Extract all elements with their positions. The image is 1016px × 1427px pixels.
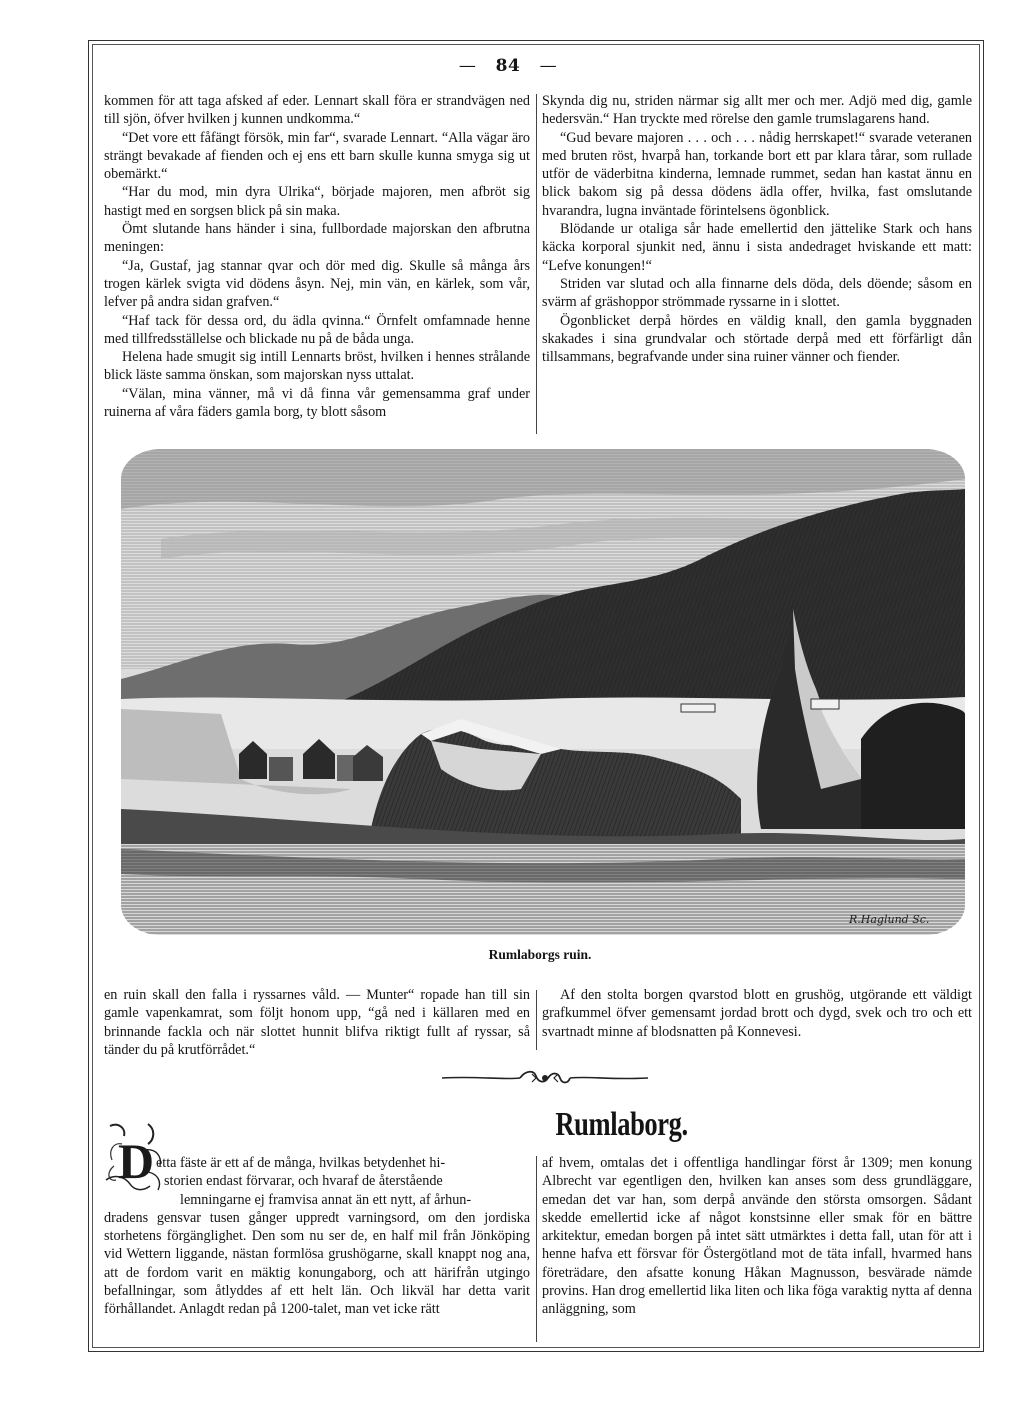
column-rule (536, 1156, 537, 1342)
article-line-2: storien endast förvarar, och hvaraf de återstående (164, 1173, 443, 1190)
engraver-signature: R.Haglund Sc. (849, 913, 930, 926)
paragraph: “Haf tack för dessa ord, du ädla qvinna.“ Örnfelt omfamnade henne med tillfredsställelse och blickade nu på de båda unga. (104, 312, 530, 347)
article-right-column (542, 1154, 972, 1319)
paragraph: “Gud bevare majoren . . . och . . . nådig herrskapet!“ svarade veteranen med bruten röst, hvarpå han, torkande bort ett par klara tårar, som rullade utför de väderbitna kinderna, lemnade rummet, sedan han kastat ännu en blick bakom sig på dessa dödens ädla offer, hvilka, fast omslutande hvarandra, lugna inväntade förintelsens ögonblick. (542, 129, 972, 219)
engraving-rumlaborg-ruin (121, 449, 965, 935)
story-right-column (542, 92, 972, 366)
paragraph: Af den stolta borgen qvarstod blott en grushög, utgörande ett väldigt grafkummel öfver gemensamt jordad brott och dygd, svek och tro och ett svartnadt minne af blodsnatten på Konnevesi. (542, 987, 972, 1040)
paragraph: “Ja, Gustaf, jag stannar qvar och dör med dig. Skulle så många års trogen kärlek svigta vid dödens åsyn. Nej, min vän, en kärlek, som vår, lefver på andra sidan grafven.“ (104, 257, 530, 311)
continuation-right-column (542, 986, 972, 1041)
page-number-value: 84 (495, 56, 521, 76)
continuation-left-column (104, 986, 530, 1059)
paragraph: Striden var slutad och alla finnarne dels döda, dels döende; såsom en svärm af gräshoppor strömmade ryssarne in i slottet. (542, 275, 972, 311)
article-line (104, 1172, 530, 1190)
article-line (104, 1154, 530, 1172)
article-title: Rumlaborg. (555, 1106, 688, 1143)
illustration-caption: Rumlaborgs ruin. (488, 947, 592, 962)
paragraph: “Välan, mina vänner, må vi då finna vår gemensamma graf under ruinerna af våra fäders gamla borg, ty blott såsom (104, 385, 530, 421)
column-rule (536, 94, 537, 434)
paragraph: Ömt slutande hans händer i sina, fullbordade majorskan den afbrutna meningen: (104, 221, 530, 256)
article-line-1: etta fäste är ett af de många, hvilkas betydenhet hi- (156, 1155, 446, 1171)
article-line-3: lemningarne ej framvisa annat än ett nytt, af århun- (180, 1191, 472, 1208)
ornamental-divider (440, 1066, 650, 1090)
paragraph: “Det vore ett fåfängt försök, min far“, svarade Lennart. “Alla vägar äro strängt bevakade af fienden och ej ens ett barn skulle kunna smyga sig ut obemärkt.“ (104, 129, 530, 183)
paragraph: af hvem, omtalas det i offentliga handlingar först år 1309; men konung Albrecht var egentligen den, hvilken kan anses som dess grundläggare, emedan det var han, som derpå använde den största omsorgen. Sådant skedde emellertid icke af något konstsinne eller smak för en bättre arkitektur, emedan borgen på intet sätt utmärktes i detta fall, utan för att i henne hafva ett försvar för Östergötland mot de täta infall, hvarmed hans företrädare, den afsatte konung Håkan Magnusson, besvärade nämde provins. Han drog emellertid lika liten och lika föga varaktig nytta af denna anläggning, som (542, 1155, 972, 1318)
page-number: — 84 — (458, 56, 558, 76)
story-left-column (104, 92, 530, 421)
paragraph: Blödande ur otaliga sår hade emellertid den jättelike Stark och hans käcka korporal sjunkit ned, ännu i sista andedraget hviskande ett matt: “Lefve konungen!“ (542, 221, 972, 274)
paragraph: Helena hade smugit sig intill Lennarts bröst, hvilken i hennes strålande blick läste samma önskan, som majorskan nyss uttalat. (104, 349, 530, 384)
paragraph: dradens gensvar tusen gånger uppredt varningsord, om den jordiska storhetens förgänglighet. Den som nu ser de, en half mil från Jönköping vid Wettern liggande, nästan formlösa grushögarne, skall knappt nog ana, att de fordom varit en mäktig konungaborg, och att härifrån utgingo befallningar, som åtlyddes af ett helt län. Och likväl har detta varit förhållandet. Anlagdt redan på 1200-talet, man vet icke rätt (104, 1209, 530, 1318)
engraving-drawing (121, 449, 965, 935)
paragraph: Ögonblicket derpå hördes en väldig knall, den gamla byggnaden skakades i sina grundvalar och störtade derpå med ett förfärligt dån tillsammans, begrafvande under sina ruiner vänner och fiender. (542, 312, 972, 366)
paragraph: en ruin skall den falla i ryssarnes våld. — Munter“ ropade han till sin gamle vapenkamrat, som följt honom upp, “gå ned i källaren med en brinnande fackla och när slottet hunnit blifva riktigt fullt af ryssar, så tänder du på krutförrådet.“ (104, 987, 530, 1058)
paragraph: kommen för att taga afsked af eder. Lennart skall föra er strandvägen ned till sjön, öfver hvilken j kunnen undkomma.“ (104, 93, 530, 128)
article-left-column (104, 1154, 530, 1319)
paragraph: “Har du mod, min dyra Ulrika“, började majoren, men afbröt sig hastigt med en sorgsen blick på sin maka. (104, 184, 530, 219)
column-rule (536, 990, 537, 1050)
paragraph: Skynda dig nu, striden närmar sig allt mer och mer. Adjö med dig, gamle hedersvän.“ Han tryckte med rörelse den gamle trumslagarens hand. (542, 93, 972, 128)
dropcap-letter: D (118, 1133, 155, 1189)
article-line (104, 1191, 530, 1209)
